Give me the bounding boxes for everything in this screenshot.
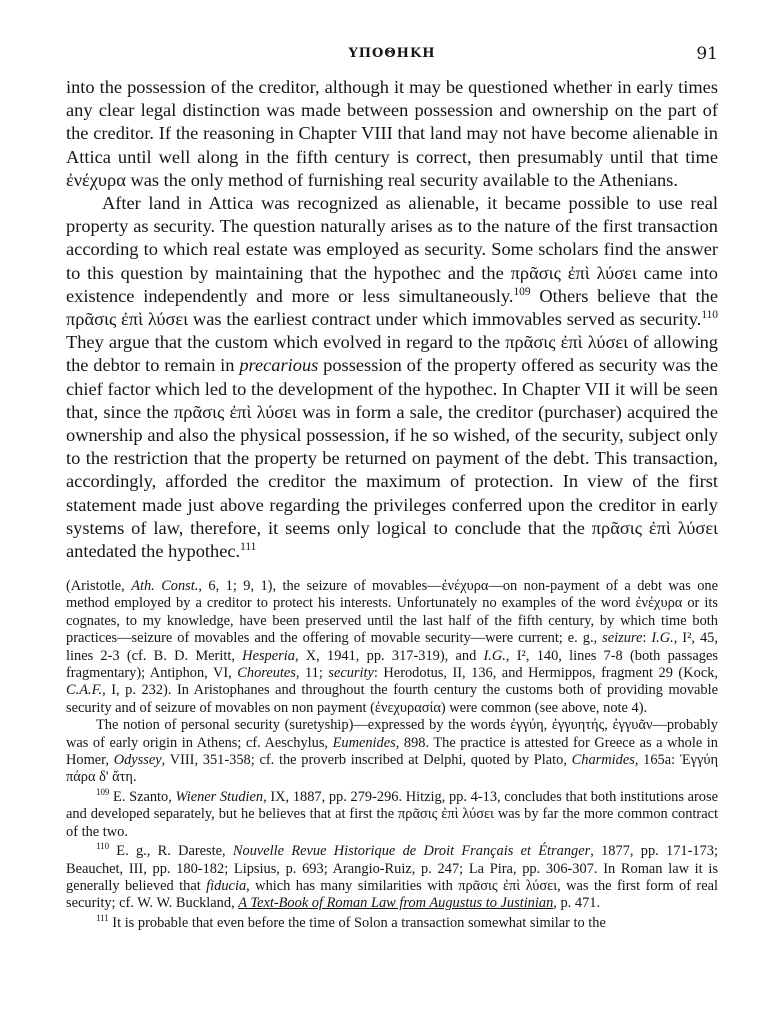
note-text: , VIII, 351-358; cf. the proverb inscribed at Delphi, quoted by Plato, xyxy=(161,752,572,769)
page-number: 91 xyxy=(696,44,718,64)
paragraph-2 xyxy=(66,192,718,563)
note-italic: Choreutes xyxy=(237,665,296,682)
note-italic: I.G. xyxy=(483,647,506,664)
note-text: , which has many similarities with πρᾶσις ἐπὶ λύσει, was the first form of real security; cf. W. W. Buckland, xyxy=(66,877,718,912)
note-italic: C.A.F. xyxy=(66,682,103,699)
paragraph-1-text: into the possession of the creditor, although it may be questioned whether in early times any clear legal distinction was made between possession and ownership on the part of the creditor. If the reasoning in Chapter VIII that land may not have become alienable in Attica until well along in the fifth century is correct, then presumably until that time ἐνέχυρα was the only method of furnishing real security available to the Athenians. xyxy=(66,77,718,190)
paragraph-1 xyxy=(66,76,718,192)
main-text xyxy=(66,76,718,563)
footnote-111 xyxy=(66,912,718,932)
footnote-109 xyxy=(66,789,718,841)
footnotes xyxy=(66,578,718,932)
note-text: , IX, 1887, pp. 279-296. Hitzig, pp. 4-13, concludes that both institutions arose and developed separately, but he believes that at first the πρᾶσις ἐπὶ λύσει was by far the more common contract of the two. xyxy=(66,788,718,840)
note-text: , I², 140, lines 7-8 (both passages fragmentary); Antiphon, VI, xyxy=(66,647,718,682)
note-text: (Aristotle, xyxy=(66,578,132,594)
note-text: , p. 471. xyxy=(553,895,601,912)
footnote-number: 109 xyxy=(96,787,110,798)
note-text: , 11; xyxy=(295,665,329,682)
note-continuation xyxy=(66,578,718,717)
note-text: , I, p. 232). In Aristophanes and throughout the fourth century the customs both of providing movable security and of seizure of movables on non payment (ἐνεχυρασία) were common (see above, note 4). xyxy=(66,682,718,716)
note-italic: Wiener Studien xyxy=(175,788,264,805)
note-italic: A Text-Book of Roman Law from Augustus to Justinian xyxy=(238,895,554,912)
paragraph-2-text-a: After land in Attica was recognized as alienable, it became possible to use real property as security. The question naturally arises as to the nature of the first transaction according to which real estate was employed as security. Some scholars find the answer to this question by maintaining that the hypothec and the πρᾶσις ἐπὶ λύσει came into existence independently and more or less simultaneously. xyxy=(66,193,718,306)
note-italic: security xyxy=(328,665,374,682)
note-text: , 6, 1; 9, 1), the seizure of movables—ἐνέχυρα—on non-payment of a debt was one method employed by a creditor to protect his interests. Unfortunately no examples of the word ἐνέχυρα or its cognates, to my knowledge, have been preserved until the last half of the fifth century, by which time both practices—seizure of movables and the offering of movable security—were current; e. g., xyxy=(66,578,718,647)
note-italic: Charmides xyxy=(571,752,635,769)
note-italic: Eumenides xyxy=(332,734,396,751)
italic-precarious: precarious xyxy=(239,355,319,376)
note-italic: Nouvelle Revue Historique de Droit Français et Étranger xyxy=(232,843,591,860)
note-italic: Hesperia xyxy=(242,647,295,664)
note-italic: Odyssey xyxy=(113,752,162,769)
note-italic: fiducia xyxy=(206,877,247,894)
paragraph-2-text-b: Others believe that the πρᾶσις ἐπὶ λύσει was the earliest contract under which immovables served as security. xyxy=(66,285,718,330)
footnote-number: 110 xyxy=(96,841,110,852)
note-suretyship xyxy=(66,717,718,787)
footnote-number: 111 xyxy=(96,912,109,923)
note-text: , I², 45, lines 2-3 (cf. B. D. Meritt, xyxy=(66,630,718,664)
note-italic: Ath. Const. xyxy=(131,578,199,594)
note-italic: seizure xyxy=(602,630,643,647)
note-text: E. g., R. Dareste, xyxy=(109,843,233,860)
note-text: The notion of personal security (suretyship)—expressed by the words ἐγγύη, ἐγγυητής, ἐγγυᾶν—probably was of early origin in Athens; cf. Aeschylus, xyxy=(66,717,718,751)
note-text: , 1877, pp. 171-173; Beauchet, III, pp. 180-182; Lipsius, p. 693; Arangio-Ruiz, p. 247; La Pira, pp. 306-307. In Roman law it is generally believed that xyxy=(66,843,718,894)
footnote-ref-111: 111 xyxy=(240,540,257,553)
note-text: , 165a: Ἐγγύη πάρα δ' ἄτη. xyxy=(66,752,718,786)
paragraph-2-text-c2: possession of the property offered as security was the chief factor which led to the development of the hypothec. In Chapter VII it will be seen that, since the πρᾶσις ἐπὶ λύσει was in form a sale, the creditor (purchaser) acquired the ownership and also the physical possession, if he so wished, of the security, subject only to the restriction that the property be returned on payment of the debt. This transaction, accordingly, afforded the creditor the maximum of protection. In view of the first statement made just above regarding the privileges conferred upon the creditor in early systems of law, therefore, it seems only logical to conclude that the πρᾶσις ἐπὶ λύσει antedated the hypothec. xyxy=(66,355,718,562)
note-text: It is probable that even before the time of Solon a transaction somewhat similar to the xyxy=(108,914,606,931)
footnote-ref-109: 109 xyxy=(513,285,531,298)
paragraph-2-text-c1: They argue that the custom which evolved in regard to the πρᾶσις ἐπὶ λύσει of allowing the debtor to remain in xyxy=(66,332,718,376)
page-header xyxy=(66,44,718,68)
note-italic: I.G. xyxy=(651,630,674,647)
footnote-ref-110: 110 xyxy=(701,308,718,321)
running-head: ΥΠΟΘΗΚΗ xyxy=(348,46,436,61)
note-text: , X, 1941, pp. 317-319), and xyxy=(294,647,484,664)
note-text: : Herodotus, II, 136, and Hermippos, fragment 29 (Kock, xyxy=(373,665,718,682)
footnote-110 xyxy=(66,843,718,913)
note-text: : xyxy=(642,630,652,647)
note-text: , 898. The practice is attested for Greece as a whole in Homer, xyxy=(66,734,718,769)
note-text: E. Szanto, xyxy=(109,788,176,805)
